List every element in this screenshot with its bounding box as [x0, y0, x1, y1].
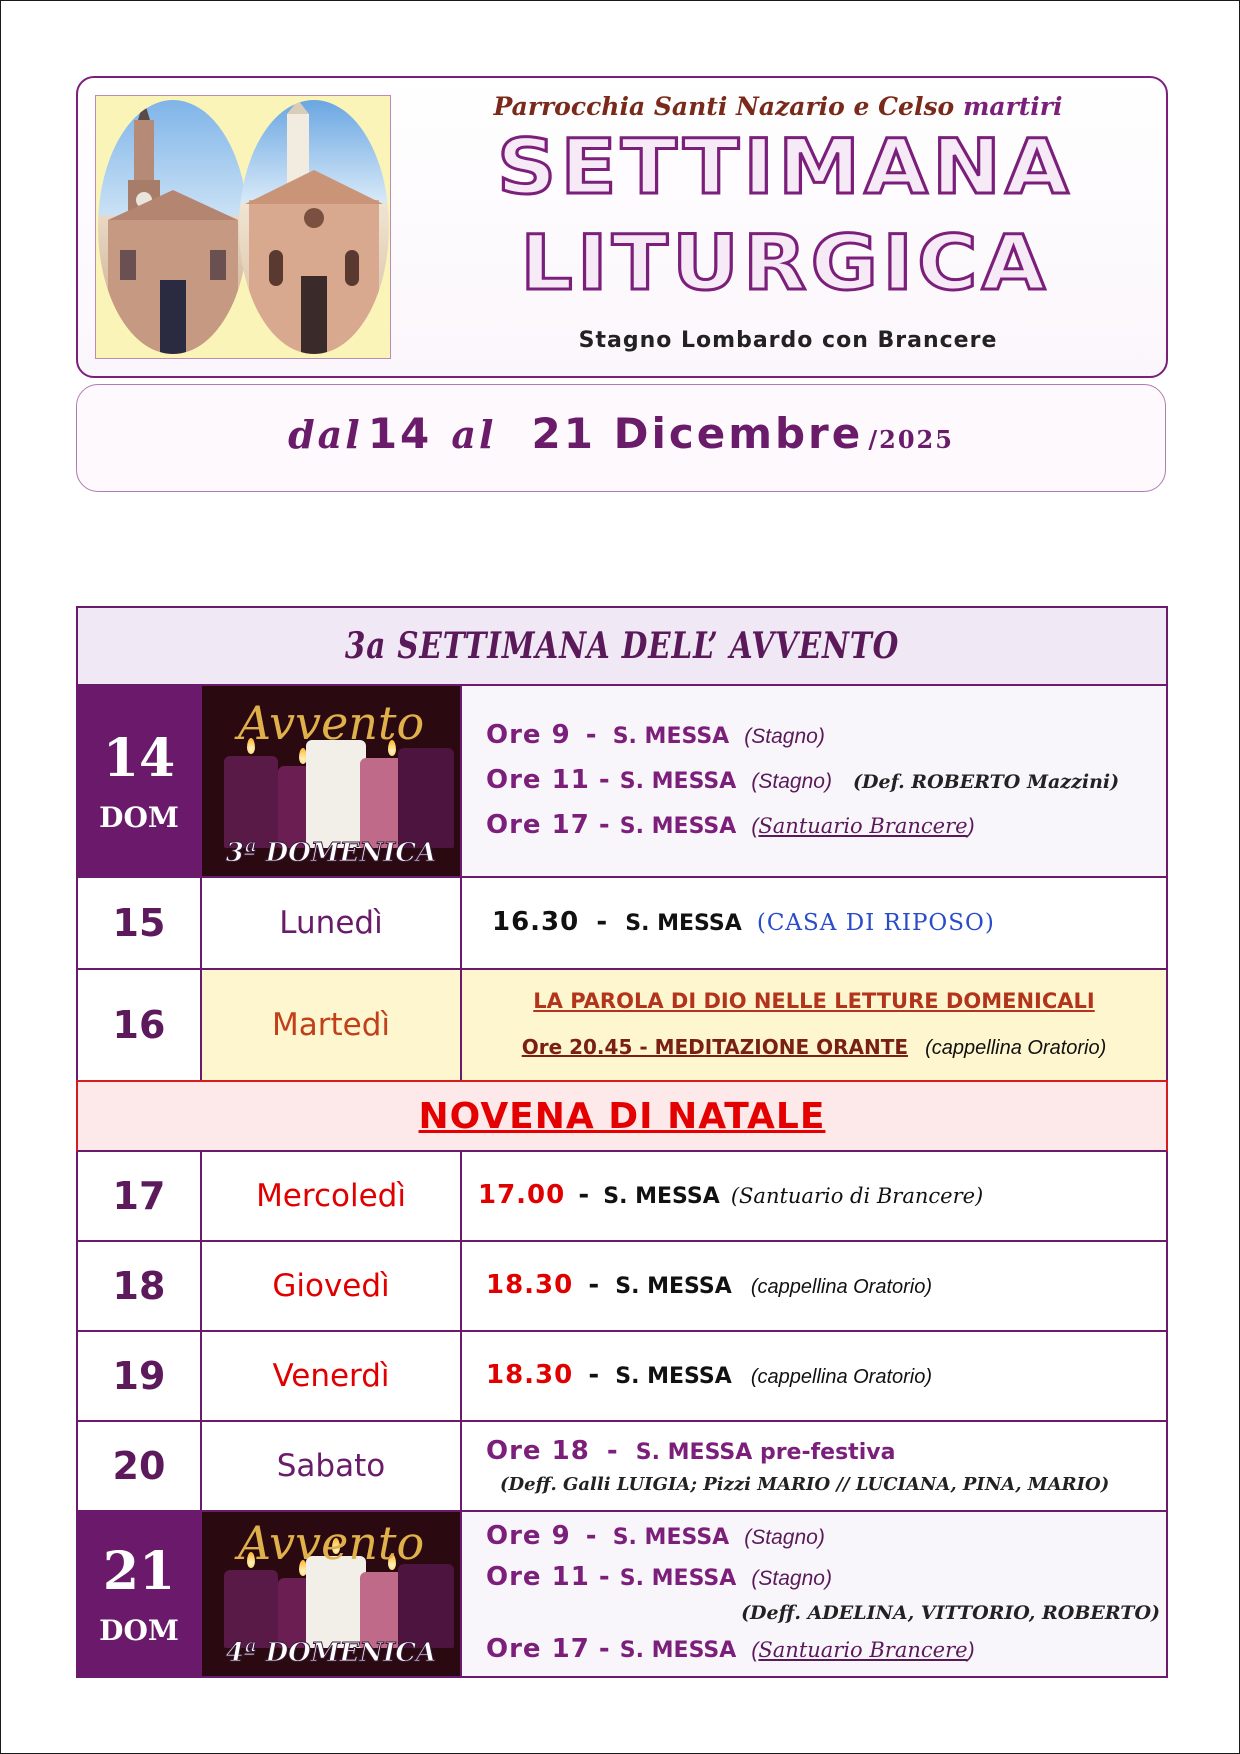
day-of-week: DOM: [99, 800, 179, 834]
separator: -: [585, 1521, 598, 1551]
church-photos: [95, 95, 391, 359]
event-line: [486, 1264, 1156, 1309]
separator: -: [596, 906, 609, 937]
event-title: S. MESSA: [615, 1363, 732, 1389]
day-number: 16: [78, 970, 202, 1080]
date-range-box: [76, 384, 1166, 492]
event-intention: (Def. ROBERTO Mazzini): [853, 770, 1120, 793]
event-line: [486, 714, 1156, 759]
event-location: [751, 1639, 974, 1662]
event-line: [486, 1354, 1156, 1399]
event-intention: (Deff. Galli LUIGIA; Pizzi MARIO // LUCIANA, PINA, MARIO): [500, 1473, 1110, 1495]
separator: -: [588, 1359, 601, 1390]
separator: -: [588, 1269, 601, 1300]
schedule-table: [76, 606, 1168, 1678]
church-photo-brancere: [239, 100, 389, 354]
event-line: [486, 759, 1156, 804]
novena-title: NOVENA DI NATALE: [418, 1095, 826, 1137]
date-year: /2025: [868, 425, 954, 454]
events-cell: [462, 1152, 1166, 1240]
event-line: [486, 1559, 1162, 1598]
schedule-title: [78, 608, 1166, 686]
event-location: (cappellina Oratorio): [925, 1037, 1107, 1059]
event-location: (Santuario di Brancere): [730, 1183, 984, 1208]
events-cell: [462, 1242, 1166, 1330]
table-row-monday-15: [78, 878, 1166, 970]
day-number: 15: [78, 878, 202, 968]
advent-title: Avvento: [237, 1516, 425, 1570]
event-time: Ore 17: [486, 1634, 590, 1664]
date-end: 21 Dicembre: [531, 409, 864, 458]
date-range: [77, 409, 1165, 458]
date-al: al: [451, 412, 497, 457]
day-name: Giovedì: [202, 1242, 462, 1330]
novena-banner: [76, 1080, 1168, 1152]
event-title: S. MESSA: [625, 910, 742, 936]
event-time: 18.30: [486, 1269, 574, 1300]
event-time: Ore 18: [486, 1435, 590, 1466]
event-line: [522, 1024, 1107, 1072]
event-location: (Stagno): [744, 724, 825, 748]
day-number: 21: [102, 1540, 176, 1602]
event-time: 17.00: [478, 1179, 566, 1210]
event-line: [486, 1516, 1162, 1559]
day-number: 19: [78, 1332, 202, 1420]
table-row-sunday-21: [78, 1512, 1166, 1676]
day-name: Sabato: [202, 1422, 462, 1510]
table-row-friday-19: [78, 1332, 1166, 1422]
event-location: (cappellina Oratorio): [750, 1275, 933, 1298]
day-number: 17: [78, 1152, 202, 1240]
event-line: [478, 1174, 1156, 1219]
day-number: 14: [102, 727, 176, 789]
event-title: LA PAROLA DI DIO NELLE LETTURE DOMENICALI: [533, 989, 1095, 1013]
events-cell: [462, 1332, 1166, 1420]
paren-close: ): [967, 814, 975, 838]
day-cell: [78, 686, 202, 876]
date-dal: dal: [288, 412, 363, 457]
event-location: (Stagno): [751, 1567, 832, 1590]
events-cell: [462, 878, 1166, 968]
separator: -: [598, 1562, 611, 1592]
event-title: S. MESSA: [619, 813, 737, 839]
paren-open: (: [751, 1639, 759, 1662]
table-row-wednesday-17: [78, 1152, 1166, 1242]
event-location: (CASA DI RIPOSO): [756, 909, 995, 936]
event-title: S. MESSA: [619, 768, 737, 794]
table-row-saturday-20: [78, 1422, 1166, 1512]
separator: -: [606, 1435, 619, 1466]
parish-name-last: martiri: [962, 92, 1063, 121]
parish-name-main: Parrocchia Santi Nazario e Celso: [493, 92, 955, 121]
advent-title: Avvento: [237, 696, 425, 750]
events-cell: [462, 1512, 1166, 1676]
day-name: Venerdì: [202, 1332, 462, 1420]
event-time: Ore 11: [486, 1562, 590, 1592]
separator: -: [598, 809, 611, 840]
event-title: S. MESSA: [615, 1273, 732, 1299]
day-name: Martedì: [202, 970, 462, 1080]
day-cell: [78, 1512, 202, 1676]
day-of-week: DOM: [99, 1613, 179, 1647]
events-cell: [462, 970, 1166, 1080]
schedule-title-text: 3a SETTIMANA DELL’ AVVENTO: [344, 625, 900, 667]
event-title: S. MESSA: [603, 1183, 720, 1209]
event-time: 18.30: [486, 1359, 574, 1390]
event-time: Ore 9: [486, 1521, 571, 1551]
locality-subtitle: Stagno Lombardo con Brancere: [578, 328, 998, 353]
events-cell: [462, 686, 1166, 876]
advent-candles-image: [202, 686, 462, 876]
event-location: (Stagno): [751, 769, 832, 793]
event-time: 16.30: [492, 906, 580, 937]
day-name: Lunedì: [202, 878, 462, 968]
event-location: (cappellina Oratorio): [750, 1365, 933, 1388]
event-line: [486, 1434, 1162, 1471]
santuario-link: Santuario Brancere: [758, 813, 968, 838]
event-location: (Stagno): [744, 1526, 825, 1549]
separator: -: [598, 764, 611, 795]
table-row-thursday-18: [78, 1242, 1166, 1332]
parish-name: [388, 92, 1168, 121]
event-intention-line: [486, 1598, 1162, 1629]
paren-close: ): [967, 1639, 975, 1662]
paren-open: (: [751, 814, 759, 838]
table-row-tuesday-16: [78, 970, 1166, 1082]
separator: -: [578, 1179, 591, 1210]
event-line: [486, 1629, 1162, 1672]
event-location: [751, 815, 974, 838]
event-time: Ore 11: [486, 764, 590, 795]
advent-candles-image: [202, 1512, 462, 1676]
event-intention-line: [486, 1471, 1162, 1499]
event-title: S. MESSA: [612, 1525, 730, 1550]
day-name: Mercoledì: [202, 1152, 462, 1240]
header-banner: [76, 76, 1168, 378]
day-number: 20: [78, 1422, 202, 1510]
event-time: Ore 17: [486, 809, 590, 840]
table-row-sunday-14: [78, 686, 1166, 878]
event-time: Ore 9: [486, 719, 571, 750]
event-intention: (Deff. ADELINA, VITTORIO, ROBERTO): [741, 1602, 1160, 1624]
event-time: Ore 20.45 - MEDITAZIONE ORANTE: [521, 1035, 908, 1059]
event-title: S. MESSA: [619, 1638, 737, 1663]
date-start: 14: [367, 409, 433, 458]
event-line: [486, 804, 1156, 849]
separator: -: [585, 719, 598, 750]
advent-sunday-label: 4ª DOMENICA: [225, 1638, 437, 1668]
event-title: S. MESSA: [612, 723, 730, 749]
santuario-link: Santuario Brancere: [758, 1638, 968, 1662]
day-number: 18: [78, 1242, 202, 1330]
event-line: [486, 901, 1156, 946]
event-title: S. MESSA: [619, 1566, 737, 1591]
event-title: S. MESSA pre-festiva: [635, 1439, 896, 1465]
events-cell: [462, 1422, 1166, 1510]
separator: -: [598, 1634, 611, 1664]
advent-sunday-label: 3ª DOMENICA: [225, 838, 437, 868]
title-settimana: SETTIMANA: [497, 122, 1073, 211]
title-liturgica: LITURGICA: [520, 218, 1050, 307]
church-photo-nazario: [98, 100, 248, 354]
